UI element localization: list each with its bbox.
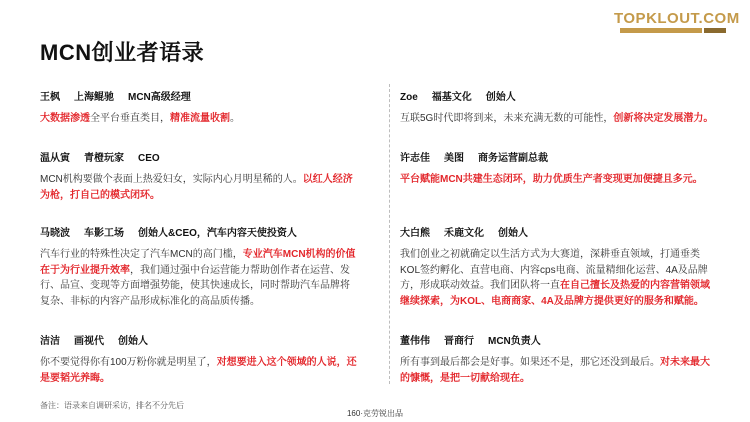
quote-entry	[40, 224, 358, 309]
speaker-company: 画视代	[74, 336, 104, 347]
speaker-company: 福基文化	[431, 92, 472, 103]
quote-text	[40, 247, 358, 309]
speaker-name: 洁洁	[40, 336, 60, 347]
page-footer: 160·克劳锐出品	[346, 409, 403, 418]
footnote: 备注：语录来自调研采访，排名不分先后	[40, 401, 184, 410]
quote-entry	[400, 224, 718, 309]
logo-bar	[614, 28, 726, 35]
speaker-name: 大白熊	[400, 228, 430, 239]
quote-header	[400, 332, 718, 347]
speaker-name: Zoe	[400, 92, 418, 103]
speaker-name: 许志佳	[400, 153, 430, 164]
quote-text	[400, 355, 718, 386]
quote-entry	[400, 88, 718, 127]
quote-highlight: 对想要进入这个领域的人说，还是要韬光养晦。	[40, 357, 357, 384]
quote-segment: ，我们通过强中台运营能力帮助创作者在运营、发行、品宣、变现等方面增强势能，使其快速成长，同时帮助汽车品牌将复杂、非标的内容产品形成标准化的高品质传播。	[40, 264, 350, 307]
quote-entry	[40, 332, 358, 386]
speaker-name: 董伟伟	[400, 336, 430, 347]
quote-header	[400, 149, 718, 164]
quote-highlight: 精准流量收割	[170, 113, 230, 124]
speaker-role: CEO	[138, 153, 160, 164]
speaker-role: MCN负责人	[488, 336, 541, 347]
quote-header	[40, 224, 358, 239]
quote-header	[40, 149, 358, 164]
quote-highlight: 平台赋能MCN共建生态闭环，助力优质生产者变现更加便捷且多元。	[400, 174, 703, 185]
speaker-name: 王枫	[40, 92, 60, 103]
quote-segment: 所有事到最后都会是好事。如果还不是，那它还没到最后。	[400, 357, 660, 368]
speaker-name: 温从寅	[40, 153, 70, 164]
quote-segment: 汽车行业的特殊性决定了汽车MCN的高门槛，	[40, 249, 243, 260]
quote-entry	[400, 149, 718, 188]
column-divider	[389, 84, 390, 384]
quote-highlight: 大数据渗透	[40, 113, 90, 124]
speaker-company: 美图	[444, 153, 464, 164]
quote-entry	[40, 88, 358, 127]
quote-header	[400, 224, 718, 239]
quote-segment: 互联5G时代即将到来，未来充满无数的可能性，	[400, 113, 614, 124]
quote-entry	[40, 149, 358, 203]
page-title: MCN创业者语录	[40, 40, 205, 65]
quote-highlight: 对未来最大的慷慨，是把一切献给现在。	[400, 357, 710, 384]
quote-header	[400, 88, 718, 103]
quote-segment: 我们团队将一直	[490, 280, 560, 291]
quote-highlight: 专业汽车MCN机构的价值在于为行业提升效率	[40, 249, 356, 276]
quote-text	[400, 111, 718, 127]
quote-highlight: 创新将决定发展潜力。	[613, 113, 714, 124]
quote-highlight: 以红人经济为枪，打自己的模式闭环。	[40, 174, 353, 201]
speaker-company: 车影工场	[84, 228, 124, 239]
quote-segment: 你不要觉得你有100万粉你就是明星了，	[40, 357, 217, 368]
speaker-role: 创始人	[498, 228, 528, 239]
quote-header	[40, 88, 358, 103]
logo-text: TOPKLOUT.COM	[614, 10, 740, 27]
quote-text	[400, 172, 718, 188]
quote-text	[40, 355, 358, 386]
speaker-role: 创始人&CEO，汽车内容天使投资人	[138, 228, 297, 239]
quote-segment: 。	[230, 113, 240, 124]
quote-segment: MCN机构要做个表面上热爱妇女，实际内心月明星稀的人。	[40, 174, 303, 185]
quote-segment: 我们创业之初就确定以生活方式为大赛道，深耕垂直领域，打通垂类KOL签约孵化、直营电商、内容cps电商、流量精细化运营、4A及品牌方，形成联动效益。	[400, 249, 708, 291]
brand-logo	[614, 10, 740, 35]
speaker-company: 上海鲲驰	[74, 92, 114, 103]
speaker-company: 青橙玩家	[84, 153, 124, 164]
speaker-name: 马晓波	[40, 228, 70, 239]
speaker-company: 禾鹿文化	[444, 228, 484, 239]
quote-text	[40, 172, 358, 203]
speaker-role: 创始人	[118, 336, 148, 347]
quote-entry	[400, 332, 718, 386]
quote-segment: 全平台垂直类目，	[90, 113, 170, 124]
quote-text	[400, 247, 718, 309]
speaker-role: 商务运营副总裁	[478, 153, 548, 164]
quote-highlight: 在自己擅长及热爱的内容营销领域继续探索，为KOL、电商商家、4A及品牌方提供更好的服务和赋能。	[400, 280, 710, 307]
quote-header	[40, 332, 358, 347]
speaker-role: 创始人	[485, 92, 516, 103]
speaker-company: 晋商行	[444, 336, 474, 347]
speaker-role: MCN高级经理	[128, 92, 191, 103]
quote-text	[40, 111, 358, 127]
